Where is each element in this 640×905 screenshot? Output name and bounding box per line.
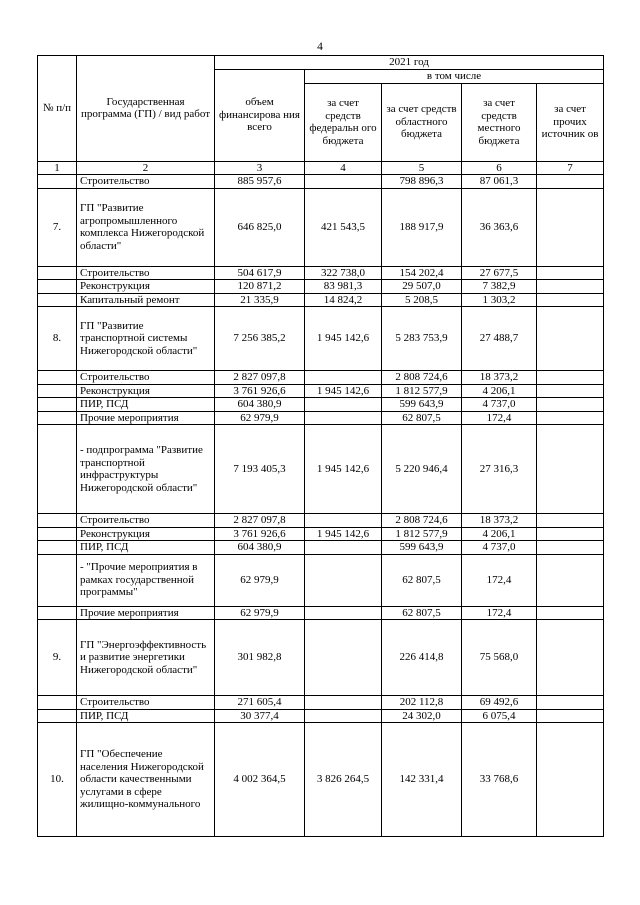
regional-value: 202 112,8 [382,696,462,710]
table-row [38,398,604,412]
program-name: ГП "Развитие агропромышленного комплекса Нижегородской области" [77,188,215,266]
total-value: 3 761 926,6 [215,384,305,398]
federal-value: 1 945 142,6 [305,527,382,541]
table-row [38,411,604,425]
program-name: Строительство [77,696,215,710]
local-value: 18 373,2 [462,371,537,385]
col-local-header: за счет средств местного бюджета [462,83,537,161]
other-value [537,541,604,555]
federal-value: 322 738,0 [305,266,382,280]
row-number [38,709,77,723]
federal-value [305,371,382,385]
table-row [38,554,604,606]
program-name: Реконструкция [77,280,215,294]
page-number: 4 [317,41,323,53]
total-value: 3 761 926,6 [215,527,305,541]
row-number [38,398,77,412]
other-value [537,696,604,710]
local-value: 75 568,0 [462,620,537,696]
total-value: 604 380,9 [215,398,305,412]
regional-value: 599 643,9 [382,398,462,412]
other-value [537,280,604,294]
regional-value: 1 812 577,9 [382,384,462,398]
index-cell: 5 [382,161,462,175]
federal-value: 83 981,3 [305,280,382,294]
federal-value [305,514,382,528]
index-cell: 1 [38,161,77,175]
other-value [537,175,604,189]
local-value: 6 075,4 [462,709,537,723]
program-name: ПИР, ПСД [77,398,215,412]
regional-value: 154 202,4 [382,266,462,280]
program-name: ПИР, ПСД [77,541,215,555]
total-value: 2 827 097,8 [215,514,305,528]
program-name: ГП "Обеспечение населения Нижегородской области качественными услугами в сфере жилищно-коммунального [77,723,215,837]
table-row [38,384,604,398]
row-number: 7. [38,188,77,266]
regional-value: 5 208,5 [382,293,462,307]
program-name: Прочие мероприятия [77,606,215,620]
regional-value: 1 812 577,9 [382,527,462,541]
table-row [38,175,604,189]
row-number [38,541,77,555]
other-value [537,188,604,266]
table-header [38,56,604,175]
local-value: 27 677,5 [462,266,537,280]
table-row [38,723,604,837]
other-value [537,293,604,307]
program-name: ПИР, ПСД [77,709,215,723]
total-value: 504 617,9 [215,266,305,280]
row-number [38,514,77,528]
other-value [537,527,604,541]
table-row [38,307,604,371]
other-value [537,723,604,837]
total-value: 646 825,0 [215,188,305,266]
index-cell: 6 [462,161,537,175]
table-row [38,606,604,620]
col-program-header: Государственная программа (ГП) / вид работ [77,56,215,162]
total-value: 62 979,9 [215,554,305,606]
table-row [38,266,604,280]
total-value: 7 256 385,2 [215,307,305,371]
other-value [537,384,604,398]
local-value: 27 316,3 [462,425,537,514]
federal-value [305,709,382,723]
program-name: Строительство [77,514,215,528]
federal-value [305,554,382,606]
regional-value: 798 896,3 [382,175,462,189]
regional-value: 5 220 946,4 [382,425,462,514]
program-name: ГП "Энергоэффективность и развитие энергетики Нижегородской области" [77,620,215,696]
row-number [38,371,77,385]
total-value: 62 979,9 [215,411,305,425]
program-name: - "Прочие мероприятия в рамках государственной программы" [77,554,215,606]
federal-value: 3 826 264,5 [305,723,382,837]
row-number [38,175,77,189]
total-value: 21 335,9 [215,293,305,307]
row-number [38,293,77,307]
program-name: Строительство [77,175,215,189]
local-value: 27 488,7 [462,307,537,371]
table-row [38,527,604,541]
federal-value [305,398,382,412]
index-row [38,161,604,175]
total-value: 604 380,9 [215,541,305,555]
year-header: 2021 год [215,56,604,70]
table-row [38,620,604,696]
col-regional-header: за счет средств областного бюджета [382,83,462,161]
regional-value: 29 507,0 [382,280,462,294]
regional-value: 62 807,5 [382,606,462,620]
federal-value [305,411,382,425]
row-number: 8. [38,307,77,371]
including-header: в том числе [305,69,604,83]
table-body [38,175,604,837]
local-value: 69 492,6 [462,696,537,710]
col-federal-header: за счет средств федеральн ого бюджета [305,83,382,161]
regional-value: 24 302,0 [382,709,462,723]
regional-value: 62 807,5 [382,411,462,425]
program-name: - подпрограмма "Развитие транспортной инфраструктуры Нижегородской области" [77,425,215,514]
row-number: 10. [38,723,77,837]
other-value [537,709,604,723]
program-name: Капитальный ремонт [77,293,215,307]
program-name: Строительство [77,266,215,280]
local-value: 4 206,1 [462,527,537,541]
index-cell: 3 [215,161,305,175]
total-value: 4 002 364,5 [215,723,305,837]
other-value [537,266,604,280]
other-value [537,620,604,696]
table-row [38,709,604,723]
local-value: 87 061,3 [462,175,537,189]
federal-value [305,696,382,710]
local-value: 172,4 [462,554,537,606]
regional-value: 599 643,9 [382,541,462,555]
local-value: 172,4 [462,411,537,425]
local-value: 4 737,0 [462,541,537,555]
total-value: 7 193 405,3 [215,425,305,514]
other-value [537,371,604,385]
federal-value: 1 945 142,6 [305,384,382,398]
row-number [38,527,77,541]
regional-value: 5 283 753,9 [382,307,462,371]
table-row [38,541,604,555]
row-number [38,425,77,514]
row-number [38,411,77,425]
program-name: Строительство [77,371,215,385]
index-cell: 2 [77,161,215,175]
local-value: 18 373,2 [462,514,537,528]
other-value [537,425,604,514]
regional-value: 142 331,4 [382,723,462,837]
row-number [38,266,77,280]
financing-table [37,55,604,837]
total-value: 2 827 097,8 [215,371,305,385]
local-value: 33 768,6 [462,723,537,837]
other-value [537,411,604,425]
federal-value: 1 945 142,6 [305,307,382,371]
total-value: 120 871,2 [215,280,305,294]
local-value: 4 206,1 [462,384,537,398]
other-value [537,398,604,412]
regional-value: 62 807,5 [382,554,462,606]
federal-value: 1 945 142,6 [305,425,382,514]
row-number [38,280,77,294]
col-num-header: № п/п [38,56,77,162]
total-value: 62 979,9 [215,606,305,620]
col-total-header: объем финансирова ния всего [215,69,305,161]
table-row [38,293,604,307]
other-value [537,514,604,528]
table-row [38,371,604,385]
table-row [38,514,604,528]
other-value [537,606,604,620]
total-value: 271 605,4 [215,696,305,710]
index-cell: 4 [305,161,382,175]
index-cell: 7 [537,161,604,175]
local-value: 4 737,0 [462,398,537,412]
row-number [38,696,77,710]
regional-value: 188 917,9 [382,188,462,266]
col-other-header: за счет прочих источник ов [537,83,604,161]
table-row [38,696,604,710]
regional-value: 226 414,8 [382,620,462,696]
regional-value: 2 808 724,6 [382,371,462,385]
program-name: ГП "Развитие транспортной системы Нижегородской области" [77,307,215,371]
federal-value [305,620,382,696]
federal-value: 421 543,5 [305,188,382,266]
table-row [38,188,604,266]
federal-value: 14 824,2 [305,293,382,307]
total-value: 301 982,8 [215,620,305,696]
total-value: 30 377,4 [215,709,305,723]
other-value [537,307,604,371]
federal-value [305,606,382,620]
regional-value: 2 808 724,6 [382,514,462,528]
table-row [38,280,604,294]
row-number [38,606,77,620]
table-row [38,425,604,514]
total-value: 885 957,6 [215,175,305,189]
local-value: 36 363,6 [462,188,537,266]
local-value: 1 303,2 [462,293,537,307]
program-name: Реконструкция [77,384,215,398]
other-value [537,554,604,606]
program-name: Прочие мероприятия [77,411,215,425]
federal-value [305,175,382,189]
local-value: 172,4 [462,606,537,620]
federal-value [305,541,382,555]
row-number: 9. [38,620,77,696]
program-name: Реконструкция [77,527,215,541]
row-number [38,554,77,606]
row-number [38,384,77,398]
local-value: 7 382,9 [462,280,537,294]
